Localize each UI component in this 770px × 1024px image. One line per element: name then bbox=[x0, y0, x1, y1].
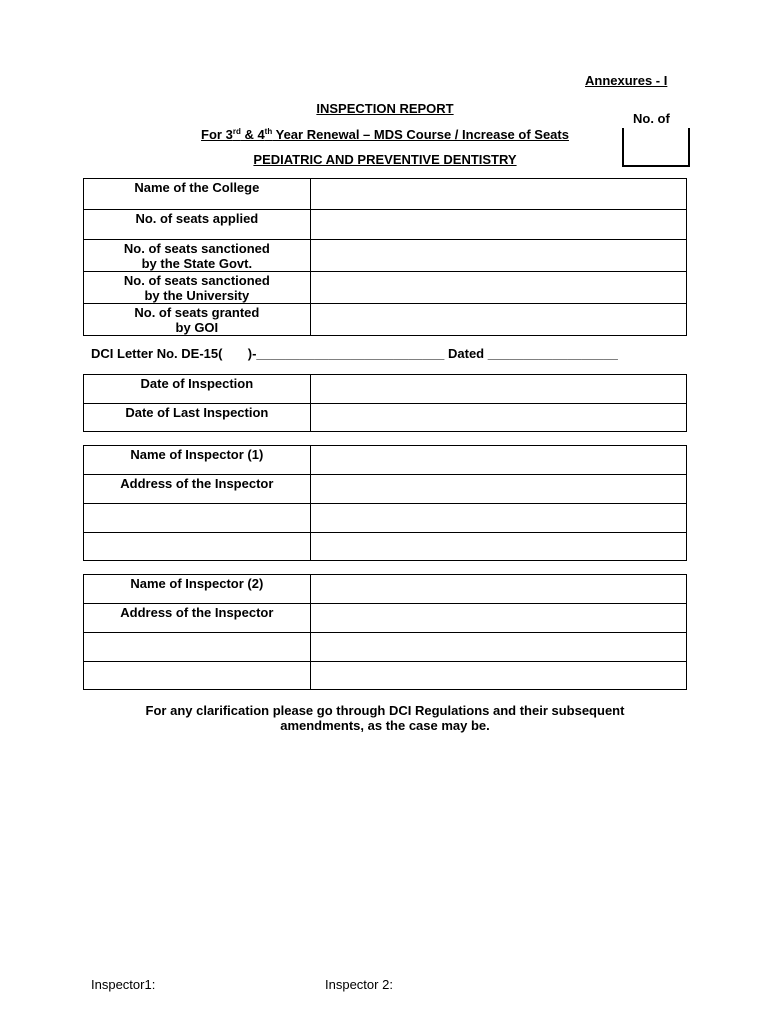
inspector-1-name-field[interactable] bbox=[310, 446, 686, 475]
table-row bbox=[84, 475, 687, 504]
seats-sanctioned-state-field[interactable] bbox=[310, 240, 686, 272]
date-of-inspection-label: Date of Inspection bbox=[84, 375, 311, 404]
inspector-2-table bbox=[83, 574, 687, 690]
note-line-2: amendments, as the case may be. bbox=[280, 718, 490, 733]
table-row bbox=[84, 575, 687, 604]
table-row bbox=[84, 504, 687, 533]
table-row bbox=[84, 446, 687, 475]
subtitle-pre: For 3 bbox=[201, 127, 233, 142]
table-row bbox=[84, 179, 687, 210]
seats-sanctioned-university-label: No. of seats sanctioned by the University bbox=[84, 272, 311, 304]
report-title: INSPECTION REPORT bbox=[316, 101, 454, 116]
inspector-1-address-line-3[interactable] bbox=[310, 533, 686, 561]
table-row bbox=[84, 533, 687, 561]
inspector-1-address-line-2[interactable] bbox=[310, 504, 686, 533]
department-title: PEDIATRIC AND PREVENTIVE DENTISTRY bbox=[253, 152, 517, 167]
inspection-dates-table bbox=[83, 374, 687, 432]
dci-letter-line[interactable]: DCI Letter No. DE-15( )-__________________________ Dated __________________ bbox=[91, 346, 618, 361]
table-row bbox=[84, 240, 687, 272]
table-row bbox=[84, 662, 687, 690]
inspector-2-address-line-2[interactable] bbox=[310, 633, 686, 662]
seats-applied-label: No. of seats applied bbox=[84, 210, 311, 240]
table-row bbox=[84, 304, 687, 336]
seats-granted-goi-field[interactable] bbox=[310, 304, 686, 336]
seats-sanctioned-university-field[interactable] bbox=[310, 272, 686, 304]
annexure-label: Annexures - I bbox=[585, 73, 668, 88]
inspector-2-signature-label: Inspector 2: bbox=[325, 977, 393, 992]
inspector-2-blank-label[interactable] bbox=[84, 633, 311, 662]
table-row bbox=[84, 633, 687, 662]
inspector-1-name-label: Name of Inspector (1) bbox=[84, 446, 311, 475]
date-of-inspection-field[interactable] bbox=[310, 375, 686, 404]
report-subtitle bbox=[0, 127, 770, 142]
college-name-field[interactable] bbox=[310, 179, 686, 210]
subtitle-post: Year Renewal – MDS Course / Increase of Seats bbox=[272, 127, 569, 142]
table-row bbox=[84, 375, 687, 404]
inspector-1-blank-label[interactable] bbox=[84, 504, 311, 533]
college-details-table bbox=[83, 178, 687, 336]
table-row bbox=[84, 210, 687, 240]
inspector-1-signature-label: Inspector1: bbox=[91, 977, 156, 992]
note-line-1: For any clarification please go through DCI Regulations and their subsequent bbox=[145, 703, 625, 718]
inspector-2-blank-label[interactable] bbox=[84, 662, 311, 690]
seats-sanctioned-state-label: No. of seats sanctioned by the State Govt. bbox=[84, 240, 311, 272]
inspector-2-name-label: Name of Inspector (2) bbox=[84, 575, 311, 604]
inspector-2-address-line-3[interactable] bbox=[310, 662, 686, 690]
date-of-last-inspection-label: Date of Last Inspection bbox=[84, 404, 311, 432]
college-name-label: Name of the College bbox=[84, 179, 311, 210]
table-row bbox=[84, 604, 687, 633]
inspector-1-address-field[interactable] bbox=[310, 475, 686, 504]
inspector-2-address-field[interactable] bbox=[310, 604, 686, 633]
table-row bbox=[84, 404, 687, 432]
table-row bbox=[84, 272, 687, 304]
inspector-1-blank-label[interactable] bbox=[84, 533, 311, 561]
clarification-note bbox=[100, 703, 670, 733]
inspector-2-name-field[interactable] bbox=[310, 575, 686, 604]
seats-applied-field[interactable] bbox=[310, 210, 686, 240]
no-of-label: No. of bbox=[633, 111, 670, 126]
subtitle-mid: & 4 bbox=[240, 127, 265, 142]
subtitle-sup-th: th bbox=[264, 127, 273, 136]
seats-granted-goi-label: No. of seats granted by GOI bbox=[84, 304, 311, 336]
inspector-1-table bbox=[83, 445, 687, 561]
subtitle-sup-rd: rd bbox=[232, 127, 241, 136]
date-of-last-inspection-field[interactable] bbox=[310, 404, 686, 432]
inspector-1-address-label: Address of the Inspector bbox=[84, 475, 311, 504]
inspector-2-address-label: Address of the Inspector bbox=[84, 604, 311, 633]
